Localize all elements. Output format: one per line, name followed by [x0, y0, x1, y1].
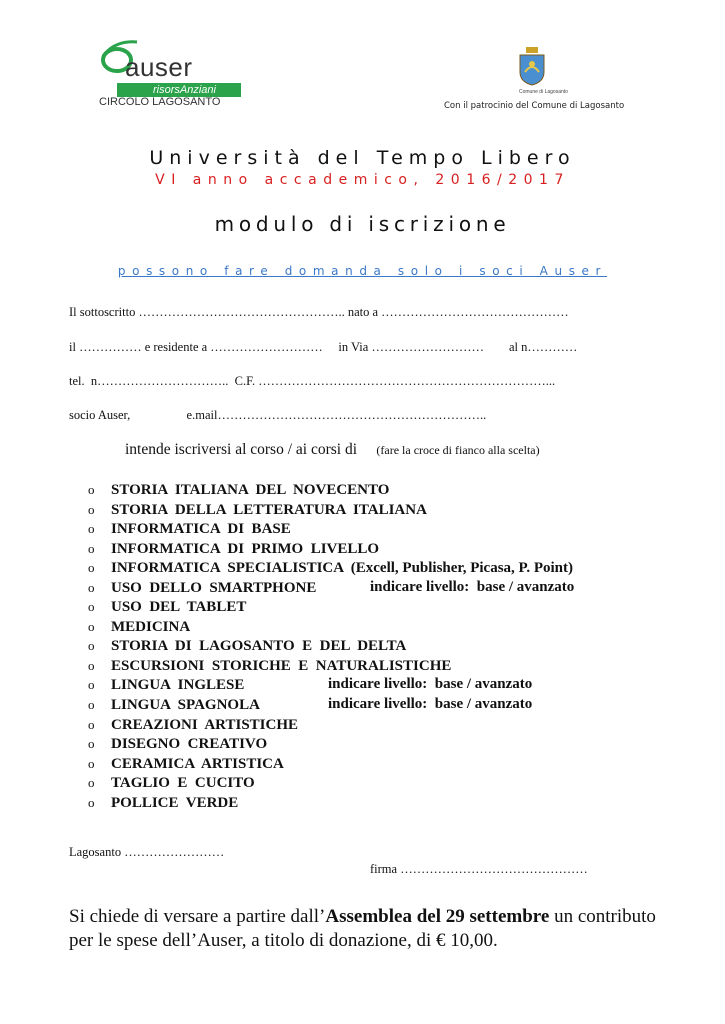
auser-logo [93, 32, 241, 110]
donation-assembly: Assemblea del 29 settembre [325, 906, 550, 927]
course-list [88, 480, 573, 812]
course-name: LINGUA INGLESE [111, 677, 245, 694]
course-item[interactable] [88, 617, 573, 637]
course-item[interactable] [88, 773, 573, 793]
course-item[interactable] [88, 636, 573, 656]
course-item[interactable] [88, 793, 573, 813]
course-name: CREAZIONI ARTISTICHE [111, 716, 299, 733]
donation-post: un contributo per le spese dell’Auser, a titolo di donazione, di € 10,00. [69, 906, 656, 951]
course-level-choice: indicare livello: base / avanzato [328, 676, 533, 693]
checkbox-circle-icon[interactable]: o [88, 775, 95, 791]
logo-circle-name: CIRCOLO LAGOSANTO [99, 96, 221, 108]
phone-taxcode-field[interactable]: tel. n………………………….. C.F. ……………………………………………………………... [69, 374, 556, 388]
checkbox-circle-icon[interactable]: o [88, 657, 95, 673]
checkbox-circle-icon[interactable]: o [88, 501, 95, 517]
course-item[interactable] [88, 675, 573, 695]
course-item[interactable] [88, 656, 573, 676]
municipal-crest-icon [517, 46, 547, 86]
checkbox-circle-icon[interactable]: o [88, 482, 95, 497]
course-item[interactable] [88, 734, 573, 754]
course-name: CERAMICA ARTISTICA [111, 755, 284, 772]
course-item[interactable] [88, 578, 573, 598]
donation-pre: Si chiede di versare a partire dall’ [69, 906, 326, 927]
checkbox-circle-icon[interactable]: o [88, 618, 95, 634]
checkbox-circle-icon[interactable]: o [88, 697, 95, 713]
course-name: STORIA DELLA LETTERATURA ITALIANA [111, 501, 427, 518]
course-name: INFORMATICA DI PRIMO LIVELLO [111, 540, 380, 557]
signature-field[interactable]: firma ……………………………………… [370, 862, 588, 876]
checkbox-circle-icon[interactable]: o [88, 521, 95, 537]
course-item[interactable] [88, 715, 573, 735]
checkbox-circle-icon[interactable]: o [88, 677, 95, 693]
checkbox-circle-icon[interactable]: o [88, 579, 95, 595]
checkbox-circle-icon[interactable]: o [88, 560, 95, 576]
crest-label: Comune di Lagosanto [519, 89, 568, 95]
course-item[interactable] [88, 597, 573, 617]
course-name: INFORMATICA SPECIALISTICA (Excell, Publisher, Picasa, P. Point) [111, 560, 573, 577]
members-only-text: possono fare domanda solo i soci Auser [117, 264, 608, 278]
course-level-choice: indicare livello: base / avanzato [328, 696, 533, 713]
course-name: DISEGNO CREATIVO [111, 736, 268, 753]
checkbox-circle-icon[interactable]: o [88, 794, 95, 810]
members-only-note [0, 264, 725, 278]
course-item[interactable] [88, 695, 573, 715]
course-item[interactable] [88, 539, 573, 559]
checkbox-circle-icon[interactable]: o [88, 755, 95, 771]
logo-subtitle: risorsAnziani [153, 84, 216, 96]
course-item[interactable] [88, 519, 573, 539]
logo-word: auser [125, 52, 193, 82]
place-date-field[interactable]: Lagosanto …………………… [69, 845, 225, 859]
main-title: Università del Tempo Libero [149, 147, 576, 169]
intend-text: intende iscriversi al corso / ai corsi di [125, 441, 358, 458]
course-name: TAGLIO E CUCITO [111, 775, 255, 792]
course-item[interactable] [88, 754, 573, 774]
course-name: POLLICE VERDE [111, 794, 239, 811]
academic-year: VI anno accademico, 2016/2017 [155, 172, 570, 188]
course-name: ESCURSIONI STORICHE E NATURALISTICHE [111, 657, 452, 674]
member-email-field[interactable]: socio Auser, e.mail……………………………………………………….. [69, 408, 487, 422]
course-name: STORIA DI LAGOSANTO E DEL DELTA [111, 638, 407, 655]
course-level-choice: indicare livello: base / avanzato [370, 578, 575, 595]
course-name: USO DEL TABLET [111, 599, 247, 616]
name-birthplace-field[interactable]: Il sottoscritto ………………………………………….. nato a ……………………………………… [69, 305, 569, 319]
form-title: modulo di iscrizione [214, 212, 511, 236]
checkbox-circle-icon[interactable]: o [88, 736, 95, 752]
intend-note: (fare la croce di fianco alla scelta) [376, 443, 540, 457]
intend-enroll-line [125, 441, 540, 459]
course-name: LINGUA SPAGNOLA [111, 697, 260, 714]
patronage-text: Con il patrocinio del Comune di Lagosanto [444, 101, 625, 111]
course-name: USO DELLO SMARTPHONE [111, 579, 317, 596]
checkbox-circle-icon[interactable]: o [88, 638, 95, 654]
checkbox-circle-icon[interactable]: o [88, 540, 95, 556]
course-name: INFORMATICA DI BASE [111, 521, 291, 538]
course-item[interactable] [88, 480, 573, 500]
checkbox-circle-icon[interactable]: o [88, 716, 95, 732]
residence-address-field[interactable]: il …………… e residente a ……………………… in Via ……………………… al n………… [69, 340, 578, 354]
course-name: STORIA ITALIANA DEL NOVECENTO [111, 482, 390, 498]
course-item[interactable] [88, 558, 573, 578]
donation-request [69, 905, 669, 953]
checkbox-circle-icon[interactable]: o [88, 599, 95, 615]
course-name: MEDICINA [111, 618, 191, 635]
course-item[interactable] [88, 500, 573, 520]
